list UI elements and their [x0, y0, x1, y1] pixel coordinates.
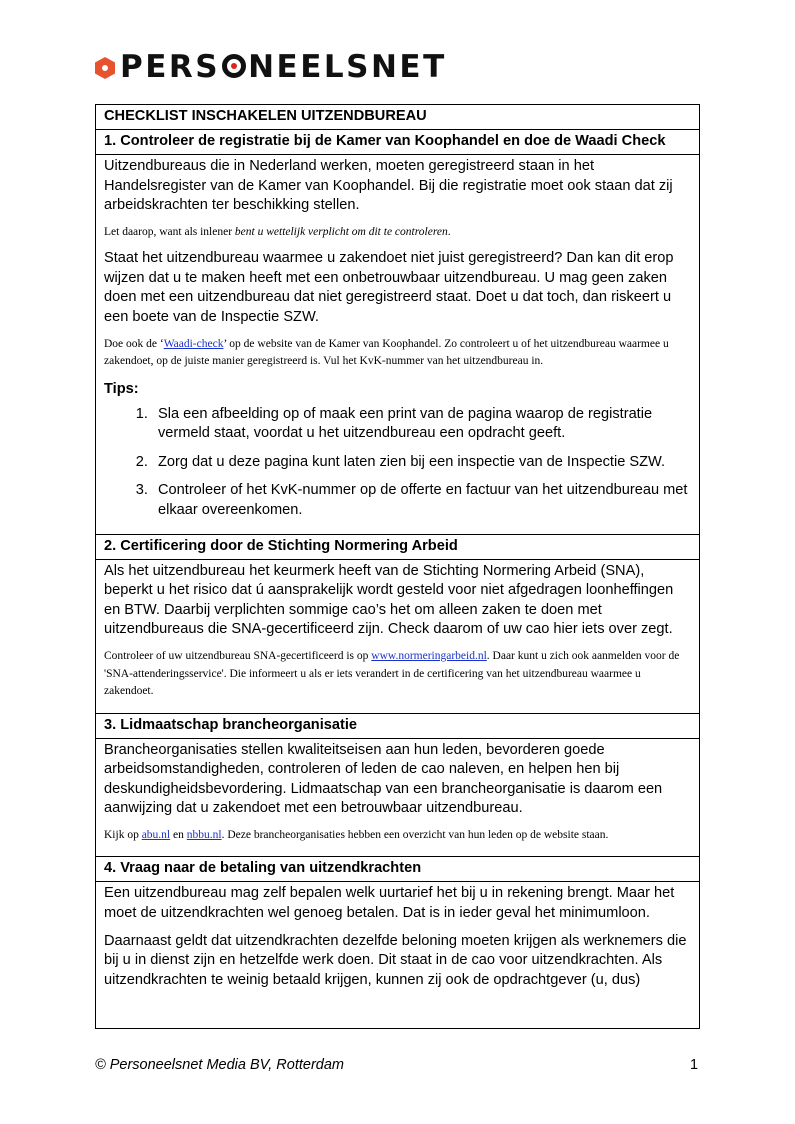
section-2-body: [96, 560, 699, 714]
tip-item: 3. Controleer of het KvK-nummer op de offerte en factuur van het uitzendbureau met elkaar overeenkomen.: [152, 481, 691, 520]
waadi-check-link[interactable]: Waadi-check: [163, 337, 224, 350]
personeelsnet-logo: [95, 50, 447, 84]
section-2-note-1: Controleer of uw uitzendbureau SNA-gecertificeerd is op www.normeringarbeid.nl. Daar kunt u zich ook aanmelden voor de 'SNA-attenderingsservice'. Die informeert u als er iets verandert in de certificering van het uitzendbureau waarmee u zakendoet.: [104, 650, 680, 697]
section-1-note-2: Doe ook de ‘Waadi-check’ op de website van de Kamer van Koophandel. Zo controleert u of het uitzendbureau waarmee u zakendoet, op de juiste manier geregistreerd is. Vul het KvK-nummer van het uitzendbureau in.: [104, 337, 669, 368]
tips-list: [104, 405, 691, 521]
section-4-paragraph-1: Een uitzendbureau mag zelf bepalen welk uurtarief het bij u in rekening brengt. Maar het moet de uitzendkrachten wel genoeg betalen. Dat is in ieder geval het minimumloon.: [104, 885, 675, 921]
section-1-note-1: Let daarop, want als inlener bent u wettelijk verplicht om dit te controleren.: [104, 225, 451, 238]
section-1-paragraph-1: Uitzendbureaus die in Nederland werken, moeten geregistreerd staan in het Handelsregister van de Kamer van Koophandel. Bij die registratie moet ook staan dat zij arbeidskrachten ter beschikking stellen.: [104, 158, 673, 214]
section-3-note-1: Kijk op abu.nl en nbbu.nl. Deze brancheorganisaties hebben een overzicht van hun leden op de website staan.: [104, 828, 609, 841]
section-1-heading: 1. Controleer de registratie bij de Kamer van Koophandel en doe de Waadi Check: [96, 130, 699, 155]
tips-heading: Tips:: [104, 380, 139, 397]
tip-item: 2. Zorg dat u deze pagina kunt laten zien bij een inspectie van de Inspectie SZW.: [152, 453, 691, 473]
normeringarbeid-link[interactable]: www.normeringarbeid.nl: [371, 650, 487, 662]
checklist-table: [95, 104, 700, 1029]
nbbu-link[interactable]: nbbu.nl: [186, 828, 222, 841]
section-4-heading: 4. Vraag naar de betaling van uitzendkrachten: [96, 857, 699, 882]
section-2-paragraph-1: Als het uitzendbureau het keurmerk heeft van de Stichting Normering Arbeid (SNA), beperkt u het risico dat ú aansprakelijk wordt gesteld voor niet afgedragen loonheffingen en BTW. Daarbij verplichten sommige cao’s het om alleen zaken te doen met uitzendbureaus die SNA-gecertificeerd zijn. Check daarom of uw cao hier iets over zegt.: [104, 562, 674, 638]
page-number: 1: [690, 1057, 699, 1073]
checklist-title: CHECKLIST INSCHAKELEN UITZENDBUREAU: [96, 105, 699, 130]
logo-badge-icon: [95, 57, 115, 79]
tip-item: 1. Sla een afbeelding op of maak een print van de pagina waarop de registratie vermeld staat, voordat u het uitzendbureau een opdracht geeft.: [152, 405, 691, 444]
section-1-paragraph-2: Staat het uitzendbureau waarmee u zakendoet niet juist geregistreerd? Dan kan dit erop wijzen dat u te maken heeft met een onbetrouwbaar uitzendbureau. U mag geen zaken doen met een uitzendbureau dat niet geregistreerd staat. Doet u dat toch, dan riskeert u een boete van de Inspectie SZW.: [104, 250, 674, 326]
logo-wordmark: PERS NEELSNET: [120, 49, 447, 85]
section-4-body: [96, 882, 699, 1002]
section-3-paragraph-1: Brancheorganisaties stellen kwaliteitseisen aan hun leden, bevorderen goede arbeidsomstandigheden, controleren of leden de cao naleven, en helpen hen bij deskundigheidsbevordering. Lidmaatschap van een brancheorganisatie is daarom een aanwijzing dat u zakendoet met een betrouwbaar uitzendbureau.: [104, 741, 663, 817]
section-2-heading: 2. Certificering door de Stichting Normering Arbeid: [96, 535, 699, 560]
logo-o-icon: [222, 54, 246, 78]
abu-link[interactable]: abu.nl: [141, 828, 171, 841]
section-4-paragraph-2: Daarnaast geldt dat uitzendkrachten dezelfde beloning moeten krijgen als werknemers die bij u in dienst zijn en hetzelfde werk doen. Dit staat in de cao voor uitzendkrachten. Als uitzendkrachten te weinig betaald krijgen, kunnen zij ook de opdrachtgever (u, dus): [104, 932, 687, 988]
section-3-body: [96, 739, 699, 858]
section-3-heading: 3. Lidmaatschap brancheorganisatie: [96, 714, 699, 739]
section-1-body: [96, 155, 699, 535]
footer-copyright: © Personeelsnet Media BV, Rotterdam: [95, 1057, 344, 1073]
